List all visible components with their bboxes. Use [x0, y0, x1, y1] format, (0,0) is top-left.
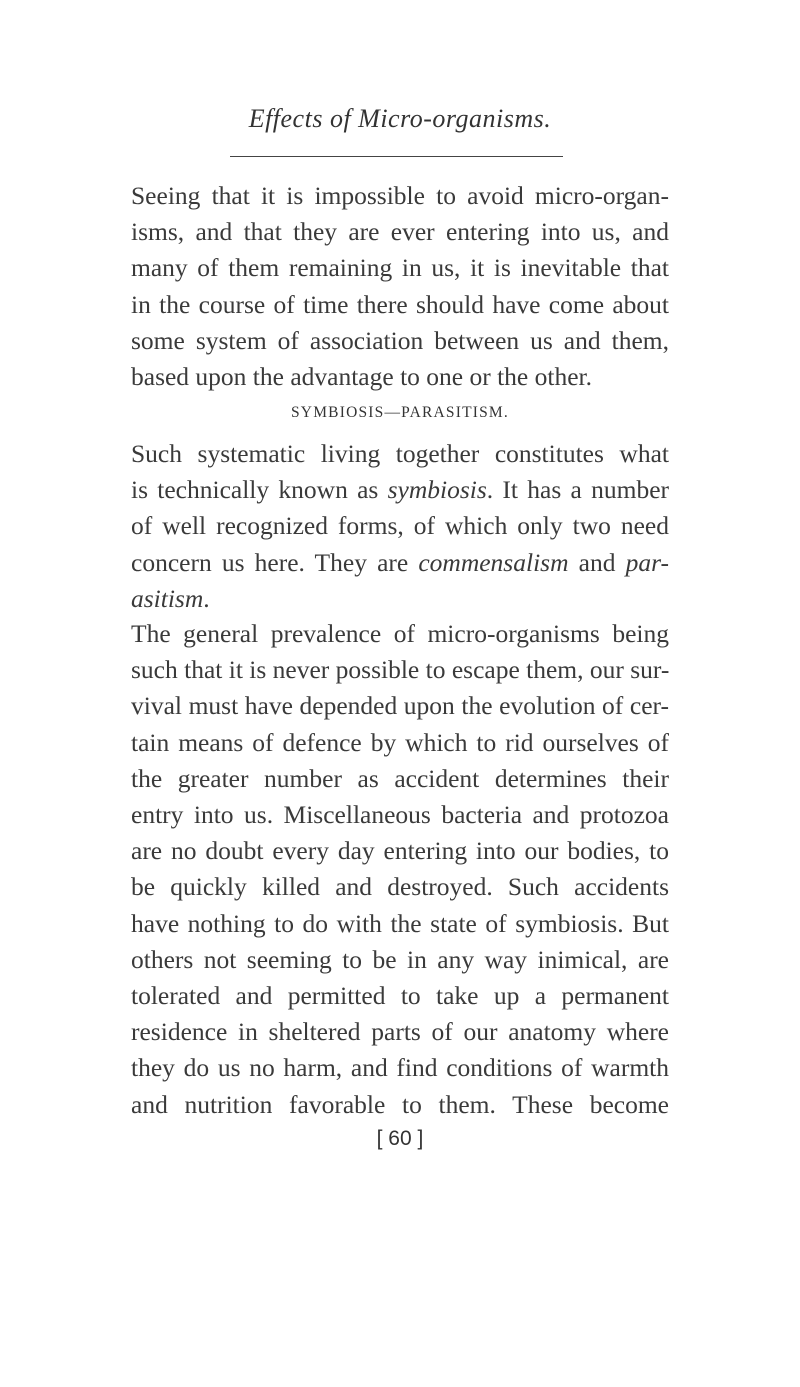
- text-line: some system of association between us and them,: [131, 325, 669, 355]
- text-line: Seeing that it is impossible to avoid micro-organ-: [131, 181, 669, 210]
- text-line: tain means of defence by which to rid ourselves of: [131, 727, 669, 757]
- text-line: they do us no harm, and find conditions of warmth: [131, 1053, 669, 1083]
- text-run: is technically known as: [131, 475, 388, 505]
- paragraph-symbiosis: [131, 436, 669, 617]
- text-run: and: [568, 547, 626, 577]
- text-line: [131, 545, 669, 581]
- italic-term-parasitism-part1: par-: [625, 547, 669, 577]
- paragraph-defence: [131, 616, 669, 1123]
- text-line: the greater number as accident determines their: [131, 763, 669, 793]
- italic-term-parasitism-part2: asitism: [131, 583, 204, 613]
- paragraph-intro: [131, 178, 669, 395]
- text-line: residence in sheltered parts of our anatomy where: [131, 1017, 669, 1047]
- text-line: [131, 581, 669, 617]
- text-run: .: [203, 583, 210, 613]
- page-number: [ 60 ]: [376, 1126, 424, 1150]
- text-line: have nothing to do with the state of symbiosis. But: [131, 908, 669, 938]
- text-line: such that it is never possible to escape them, our sur-: [131, 655, 670, 685]
- text-line: isms, and that they are ever entering into us, and: [131, 217, 669, 247]
- text-line: [131, 472, 669, 508]
- text-line: vival must have depended upon the evolution of cer-: [131, 691, 669, 721]
- text-line: and nutrition favorable to them. These become: [131, 1089, 669, 1119]
- text-line: others not seeming to be in any way inimical, are: [131, 944, 669, 974]
- section-subheading: SYMBIOSIS—PARASITISM.: [290, 404, 509, 421]
- text-line: entry into us. Miscellaneous bacteria and protozoa: [131, 800, 669, 830]
- text-line: in the course of time there should have come about: [131, 289, 669, 319]
- text-line: are no doubt every day entering into our bodies, to: [131, 836, 669, 866]
- text-line: of well recognized forms, of which only two need: [131, 511, 669, 541]
- italic-term-symbiosis: symbiosis: [387, 475, 487, 505]
- header-rule: [230, 156, 563, 157]
- text-run: . It has a number: [486, 475, 669, 505]
- text-line: tolerated and permitted to take up a permanent: [131, 981, 669, 1011]
- text-line: The general prevalence of micro-organisms being: [131, 619, 669, 648]
- italic-term-commensalism: commensalism: [418, 547, 569, 577]
- text-run: concern us here. They are: [131, 547, 419, 577]
- text-line: Such systematic living together constitutes what: [131, 439, 669, 468]
- text-line: be quickly killed and destroyed. Such accidents: [131, 872, 669, 902]
- text-line: based upon the advantage to one or the other.: [131, 362, 592, 392]
- running-head: Effects of Micro-organisms.: [248, 104, 552, 133]
- text-line: many of them remaining in us, it is inevitable that: [131, 253, 669, 283]
